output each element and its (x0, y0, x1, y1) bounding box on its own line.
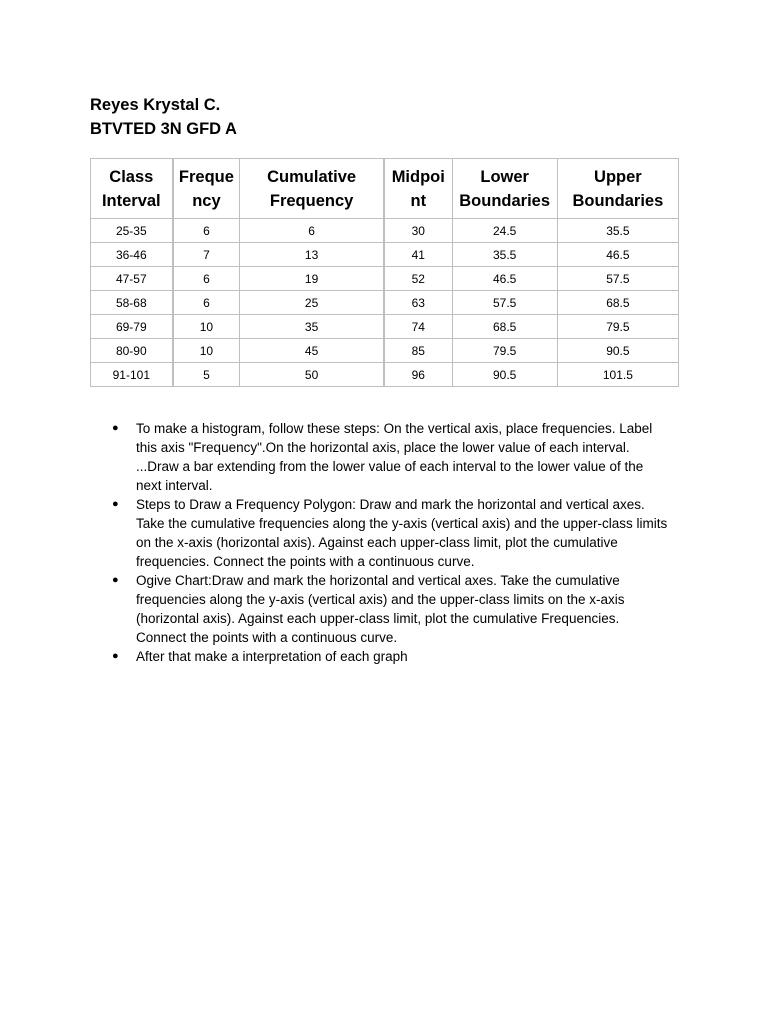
cell-midpoint: 96 (384, 363, 452, 387)
cell-upper-boundary: 79.5 (557, 315, 678, 339)
cell-frequency: 5 (173, 363, 240, 387)
cell-cumulative-frequency: 45 (240, 339, 384, 363)
cell-upper-boundary: 35.5 (557, 219, 678, 243)
cell-lower-boundary: 79.5 (452, 339, 557, 363)
student-name: Reyes Krystal C. (90, 96, 221, 114)
cell-lower-boundary: 35.5 (452, 243, 557, 267)
frequency-distribution-table (90, 158, 679, 387)
bullet-icon: ● (112, 574, 119, 586)
header-frequency: Freque ncy (173, 159, 240, 219)
class-section: BTVTED 3N GFD A (90, 120, 237, 138)
cell-upper-boundary: 68.5 (557, 291, 678, 315)
table-row (91, 267, 679, 291)
cell-frequency: 6 (173, 291, 240, 315)
table-row (91, 291, 679, 315)
cell-midpoint: 30 (384, 219, 452, 243)
cell-lower-boundary: 57.5 (452, 291, 557, 315)
cell-class-interval: 36-46 (91, 243, 173, 267)
header-midpoint: Midpoi nt (384, 159, 452, 219)
header-upper-boundaries: Upper Boundaries (557, 159, 678, 219)
cell-frequency: 10 (173, 339, 240, 363)
cell-cumulative-frequency: 35 (240, 315, 384, 339)
cell-midpoint: 52 (384, 267, 452, 291)
cell-class-interval: 69-79 (91, 315, 173, 339)
list-item (112, 495, 672, 571)
instruction-ogive-chart: Ogive Chart:Draw and mark the horizontal and vertical axes. Take the cumulative frequencies along the y-axis (vertical axis) and the upper-class limits on the x-axis (horizontal axis). Against each upper-class limit, plot the cumulative Frequencies. Connect the points with a continuous curve. (136, 573, 625, 645)
table-header-row (91, 159, 679, 219)
bullet-icon: ● (112, 422, 119, 434)
cell-upper-boundary: 57.5 (557, 267, 678, 291)
cell-frequency: 10 (173, 315, 240, 339)
table-row (91, 363, 679, 387)
cell-class-interval: 91-101 (91, 363, 173, 387)
instruction-frequency-polygon: Steps to Draw a Frequency Polygon: Draw and mark the horizontal and vertical axes. Take the cumulative frequencies along the y-axis (vertical axis) and the upper-class limits on the x-axis (horizontal axis). Against each upper-class limit, plot the cumulative frequencies. Connect the points with a continuous curve. (136, 497, 668, 569)
cell-lower-boundary: 90.5 (452, 363, 557, 387)
table-row (91, 219, 679, 243)
cell-lower-boundary: 24.5 (452, 219, 557, 243)
cell-frequency: 6 (173, 267, 240, 291)
bullet-icon: ● (112, 650, 119, 662)
cell-cumulative-frequency: 50 (240, 363, 384, 387)
cell-class-interval: 58-68 (91, 291, 173, 315)
cell-midpoint: 85 (384, 339, 452, 363)
instruction-histogram: To make a histogram, follow these steps: On the vertical axis, place frequencies. Label this axis "Frequency".On the horizontal axis, place the lower value of each interval. ...Draw a bar extending from the lower value of each interval to the lower value of the next interval. (136, 421, 653, 493)
instructions-list (112, 419, 672, 666)
cell-cumulative-frequency: 6 (240, 219, 384, 243)
cell-midpoint: 41 (384, 243, 452, 267)
cell-upper-boundary: 46.5 (557, 243, 678, 267)
instruction-interpretation: After that make a interpretation of each graph (136, 649, 408, 664)
cell-lower-boundary: 68.5 (452, 315, 557, 339)
document-header (90, 93, 237, 141)
cell-class-interval: 25-35 (91, 219, 173, 243)
table-row (91, 339, 679, 363)
cell-upper-boundary: 101.5 (557, 363, 678, 387)
cell-lower-boundary: 46.5 (452, 267, 557, 291)
list-item (112, 571, 672, 647)
cell-midpoint: 63 (384, 291, 452, 315)
list-item (112, 647, 672, 666)
cell-frequency: 6 (173, 219, 240, 243)
cell-cumulative-frequency: 13 (240, 243, 384, 267)
cell-class-interval: 47-57 (91, 267, 173, 291)
table-row (91, 243, 679, 267)
cell-cumulative-frequency: 25 (240, 291, 384, 315)
header-lower-boundaries: Lower Boundaries (452, 159, 557, 219)
header-class-interval: Class Interval (91, 159, 173, 219)
cell-frequency: 7 (173, 243, 240, 267)
table-row (91, 315, 679, 339)
cell-midpoint: 74 (384, 315, 452, 339)
cell-class-interval: 80-90 (91, 339, 173, 363)
cell-upper-boundary: 90.5 (557, 339, 678, 363)
bullet-icon: ● (112, 498, 119, 510)
cell-cumulative-frequency: 19 (240, 267, 384, 291)
header-cumulative-frequency: Cumulative Frequency (240, 159, 384, 219)
list-item (112, 419, 672, 495)
